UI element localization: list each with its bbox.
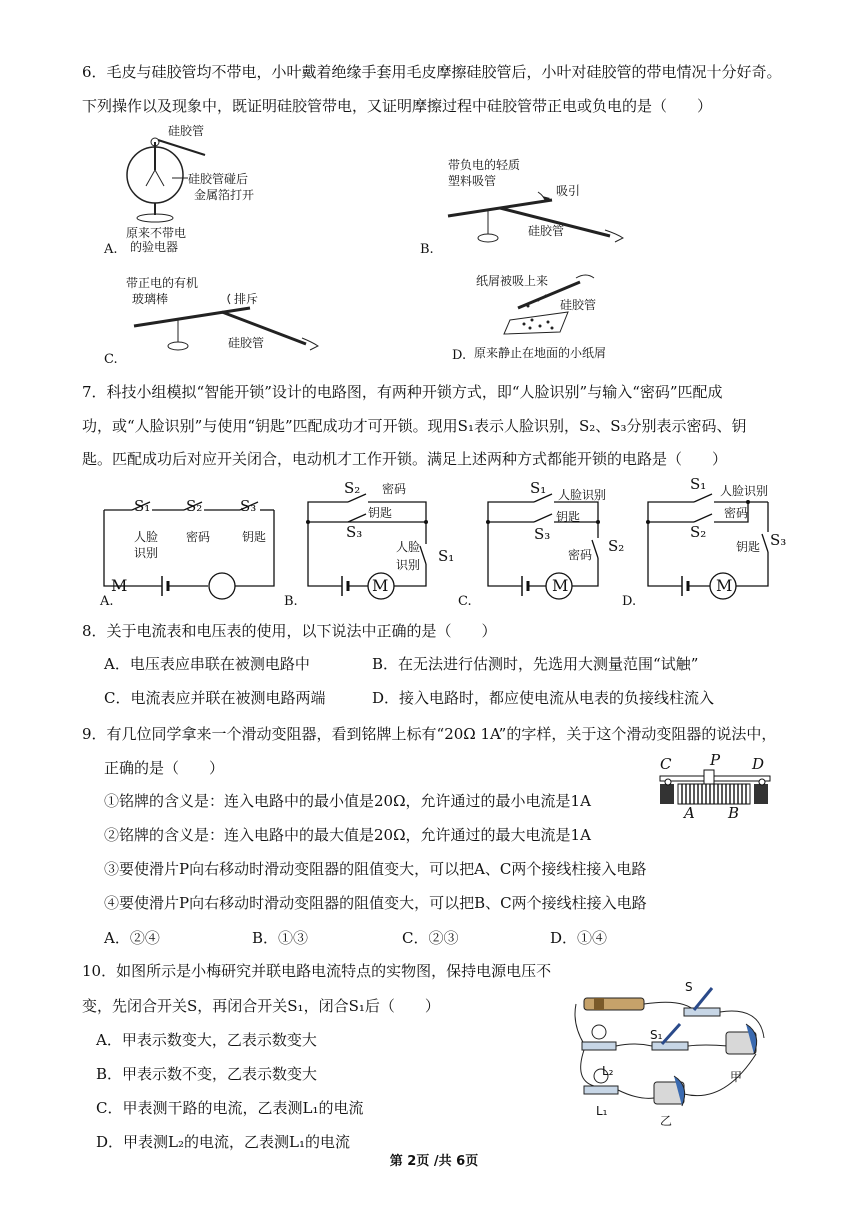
- q7d-s2: S₂: [690, 523, 707, 541]
- q7c-key: 钥匙: [556, 510, 581, 524]
- q7d-pwd: 密码: [724, 506, 749, 520]
- q7b-s1: S₁: [438, 547, 455, 565]
- q7b-s2: S₂: [344, 479, 361, 497]
- q6b-effect-label: 吸引: [556, 184, 581, 198]
- paper-bits-figure: [500, 268, 610, 338]
- q7d-s1: S₁: [690, 475, 707, 493]
- q6b-tube-label: 硅胶管: [528, 224, 565, 238]
- q7d-motor: M: [716, 576, 733, 595]
- q6a-letter: A.: [104, 242, 118, 257]
- q9-option-c[interactable]: C．②③: [402, 929, 459, 947]
- q9-stem: 9．有几位同学拿来一个滑动变阻器，看到铭牌上标有“20Ω 1A”的字样，关于这个滑动变阻器的说法中，: [82, 725, 777, 743]
- q7d-letter: D.: [622, 594, 637, 609]
- q7a-pwd: 密码: [186, 530, 211, 544]
- rheostat-label-d: D: [752, 755, 765, 773]
- q10-stem-line2: 变，先闭合开关S，再闭合开关S₁，闭合S₁后（ ）: [82, 997, 440, 1015]
- q6d-top-label: 纸屑被吸上来: [476, 274, 549, 288]
- q7c-pwd: 密码: [568, 548, 593, 562]
- q6d-letter: D.: [452, 348, 467, 363]
- q7b-pwd: 密码: [382, 482, 407, 496]
- rheostat-label-b: B: [728, 804, 740, 822]
- q7a-letter: A.: [100, 594, 114, 609]
- fig-label-l1: L₁: [596, 1104, 608, 1118]
- q9-option-d[interactable]: D．①④: [550, 929, 608, 947]
- q9-option-b[interactable]: B．①③: [252, 929, 309, 947]
- q6a-tube-label: 硅胶管: [168, 124, 205, 138]
- q8-option-d[interactable]: D．接入电路时，都应使电流从电表的负接线柱流入: [372, 689, 715, 707]
- q7c-s1: S₁: [530, 479, 547, 497]
- q6c-rod-label-1: 带正电的有机: [126, 276, 199, 290]
- q6b-straw-label-2: 塑料吸管: [448, 174, 497, 188]
- q6c-rod-label-2: 玻璃棒: [132, 292, 169, 306]
- q8-option-b[interactable]: B．在无法进行估测时，先选用大测量范围“试触”: [372, 655, 699, 673]
- q7d-s3: S₃: [770, 531, 787, 549]
- q7b-face: 人脸: [396, 540, 421, 554]
- q6-stem-line1: 6．毛皮与硅胶管均不带电，小叶戴着绝缘手套用毛皮摩擦硅胶管后，小叶对硅胶管的带电情况十分好奇。: [82, 63, 782, 81]
- q7-stem-line1: 7．科技小组模拟“智能开锁”设计的电路图，有两种开锁方式，即“人脸识别”与输入“密码”匹配成: [82, 383, 723, 401]
- q7b-motor: M: [372, 576, 389, 595]
- q7b-key: 钥匙: [368, 506, 393, 520]
- q7a-face: 人脸: [134, 530, 159, 544]
- q7b-s3: S₃: [346, 523, 363, 541]
- q7a-recog: 识别: [134, 546, 159, 560]
- fig-label-l2: L₂: [602, 1064, 614, 1078]
- q7a-motor: M: [111, 576, 128, 595]
- q9-statement-1: ①铭牌的含义是：连入电路中的最小值是20Ω，允许通过的最小电流是1A: [104, 792, 591, 810]
- q10-option-d[interactable]: D．甲表测L₂的电流，乙表测L₁的电流: [96, 1133, 350, 1151]
- fig-label-s1: S₁: [650, 1028, 663, 1042]
- q7d-face-recog: 人脸识别: [720, 484, 769, 498]
- q6a-leaf-label-2: 金属箔打开: [194, 188, 255, 202]
- q8-option-a[interactable]: A．电压表应串联在被测电路中: [104, 655, 310, 673]
- q7d-key: 钥匙: [736, 540, 761, 554]
- straw-figure: [440, 186, 640, 256]
- q7c-s2: S₂: [608, 537, 625, 555]
- q6d-bottom-label: 原来静止在地面的小纸屑: [474, 346, 607, 360]
- fig-label-yi: 乙: [660, 1114, 673, 1128]
- q7-stem-line2: 功，或“人脸识别”与使用“钥匙”匹配成功才可开锁。现用S₁表示人脸识别，S₂、S₃分别表示密码、钥: [82, 417, 747, 435]
- q6c-effect-label: 排斥: [234, 292, 259, 306]
- circuit-a: [104, 510, 284, 620]
- q6c-tube-label: 硅胶管: [228, 336, 265, 350]
- q9-statement-4: ④要使滑片P向右移动时滑动变阻器的阻值变大，可以把B、C两个接线柱接入电路: [104, 894, 647, 912]
- q7c-s3: S₃: [534, 525, 551, 543]
- q10-option-a[interactable]: A．甲表示数变大，乙表示数变大: [96, 1031, 317, 1049]
- q6c-letter: C.: [104, 352, 118, 367]
- q7a-key: 钥匙: [242, 530, 267, 544]
- fig-label-s: S: [685, 980, 693, 994]
- q10-option-b[interactable]: B．甲表示数不变，乙表示数变大: [96, 1065, 318, 1083]
- q10-stem-line1: 10．如图所示是小梅研究并联电路电流特点的实物图，保持电源电压不: [82, 962, 552, 980]
- q7b-recog: 识别: [396, 558, 421, 572]
- rheostat-label-p: P: [710, 751, 721, 769]
- q6a-leaf-label-1: 硅胶管碰后: [188, 172, 249, 186]
- electroscope-figure: [110, 130, 310, 250]
- fig-label-jia: 甲: [730, 1070, 743, 1084]
- q7c-motor: M: [552, 576, 569, 595]
- q9-statement-3: ③要使滑片P向右移动时滑动变阻器的阻值变大，可以把A、C两个接线柱接入电路: [104, 860, 647, 878]
- q6b-letter: B.: [420, 242, 434, 257]
- q7a-s1: S₁: [134, 497, 151, 515]
- page-footer: 第 2页 /共 6页: [389, 1154, 479, 1169]
- q6d-tube-label: 硅胶管: [560, 298, 597, 312]
- rheostat-label-a: A: [684, 804, 695, 822]
- q8-option-c[interactable]: C．电流表应并联在被测电路两端: [104, 689, 326, 707]
- q8-stem: 8．关于电流表和电压表的使用，以下说法中正确的是（ ）: [82, 622, 497, 640]
- q7a-s3: S₃: [240, 497, 257, 515]
- q7-stem-line3: 匙。匹配成功后对应开关闭合，电动机才工作开锁。满足上述两种方式都能开锁的电路是（ ）: [82, 450, 728, 468]
- q6-stem-line2: 下列操作以及现象中，既证明硅胶管带电，又证明摩擦过程中硅胶管带正电或负电的是（ ）: [82, 97, 713, 115]
- q7b-letter: B.: [284, 594, 298, 609]
- q9-option-a[interactable]: A．②④: [104, 929, 160, 947]
- q9-stem2: 正确的是（ ）: [104, 759, 225, 777]
- q6a-base-label-2: 的验电器: [130, 240, 179, 254]
- q7c-letter: C.: [458, 594, 472, 609]
- q9-statement-2: ②铭牌的含义是：连入电路中的最大值是20Ω，允许通过的最大电流是1A: [104, 826, 591, 844]
- q6b-straw-label-1: 带负电的轻质: [448, 158, 521, 172]
- q7a-s2: S₂: [186, 497, 203, 515]
- q6a-base-label-1: 原来不带电: [126, 226, 187, 240]
- rheostat-label-c: C: [660, 755, 672, 773]
- q7c-face-recog: 人脸识别: [558, 488, 607, 502]
- glass-rod-figure: [130, 296, 340, 366]
- q10-option-c[interactable]: C．甲表测干路的电流，乙表测L₁的电流: [96, 1099, 364, 1117]
